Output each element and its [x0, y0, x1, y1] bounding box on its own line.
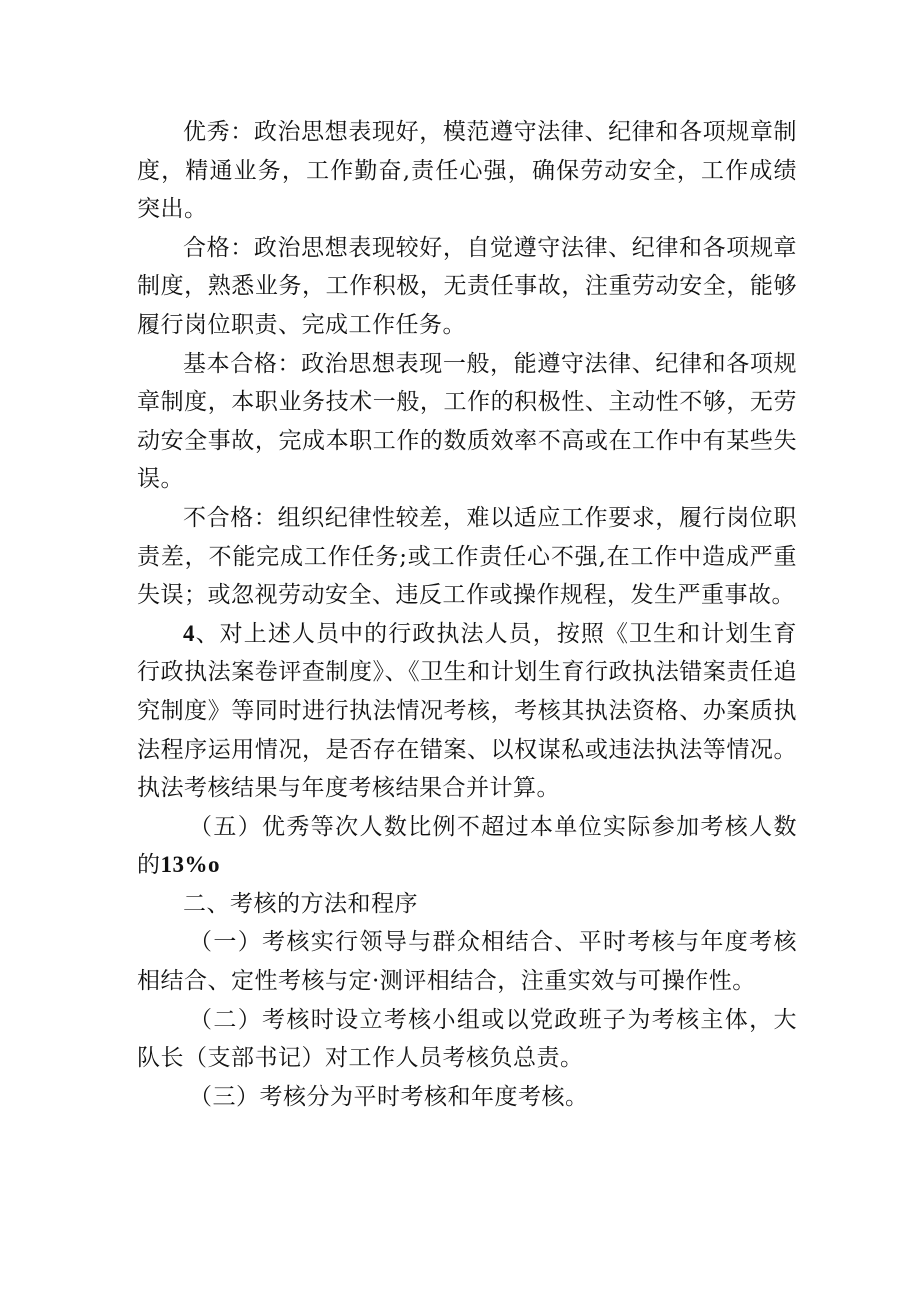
paragraph-unqualified: 不合格：组织纪律性较差，难以适应工作要求，履行岗位职责差，不能完成工作任务;或工作责任心不强,在工作中造成严重失误；或忽视劳动安全、违反工作或操作规程，发生严重事故。 — [137, 504, 797, 609]
paragraph-item-five — [137, 808, 797, 885]
paragraph-excellent: 优秀：政治思想表现好，模范遵守法律、纪律和各项规章制度，精通业务，工作勤奋,责任心强，确保劳动安全，工作成绩突出。 — [137, 119, 797, 223]
paragraph-item-4-text: 、对上述人员中的行政执法人员，按照《卫生和计划生育行政执法案卷评查制度》、《卫生和计划生育行政执法错案责任追究制度》等同时进行执法情况考核，考核其执法资格、办案质执法程序运用情况，是否存在错案、以权谋私或违法执法等情况。执法考核结果与年度考核结果合并计算。 — [137, 620, 797, 802]
paragraph-basically-qualified: 基本合格：政治思想表现一般，能遵守法律、纪律和各项规章制度，本职业务技术一般，工作的积极性、主动性不够，无劳动安全事故，完成本职工作的数质效率不高或在工作中有某些失误。 — [137, 350, 797, 493]
paragraph-qualified: 合格：政治思想表现较好，自觉遵守法律、纪律和各项规章制度，熟悉业务，工作积极，无责任事故，注重劳动安全，能够履行岗位职责、完成工作任务。 — [137, 234, 797, 338]
paragraph-item-4 — [137, 615, 797, 808]
item-number: 4 — [183, 620, 195, 646]
paragraph-method-two: （二）考核时设立考核小组或以党政班子为考核主体，大队长（支部书记）对工作人员考核负总责。 — [137, 1006, 797, 1072]
percentage-value: 13%o — [160, 852, 220, 878]
paragraph-method-three: （三）考核分为平时考核和年度考核。 — [189, 1083, 589, 1110]
paragraph-item-five-text: （五）优秀等次人数比例不超过本单位实际参加考核人数的 — [137, 813, 797, 879]
document-page — [137, 113, 797, 1116]
section-heading-methods: 二、考核的方法和程序 — [183, 890, 418, 917]
paragraph-method-one: （一）考核实行领导与群众相结合、平时考核与年度考核相结合、定性考核与定·测评相结合，注重实效与可操作性。 — [137, 929, 797, 995]
